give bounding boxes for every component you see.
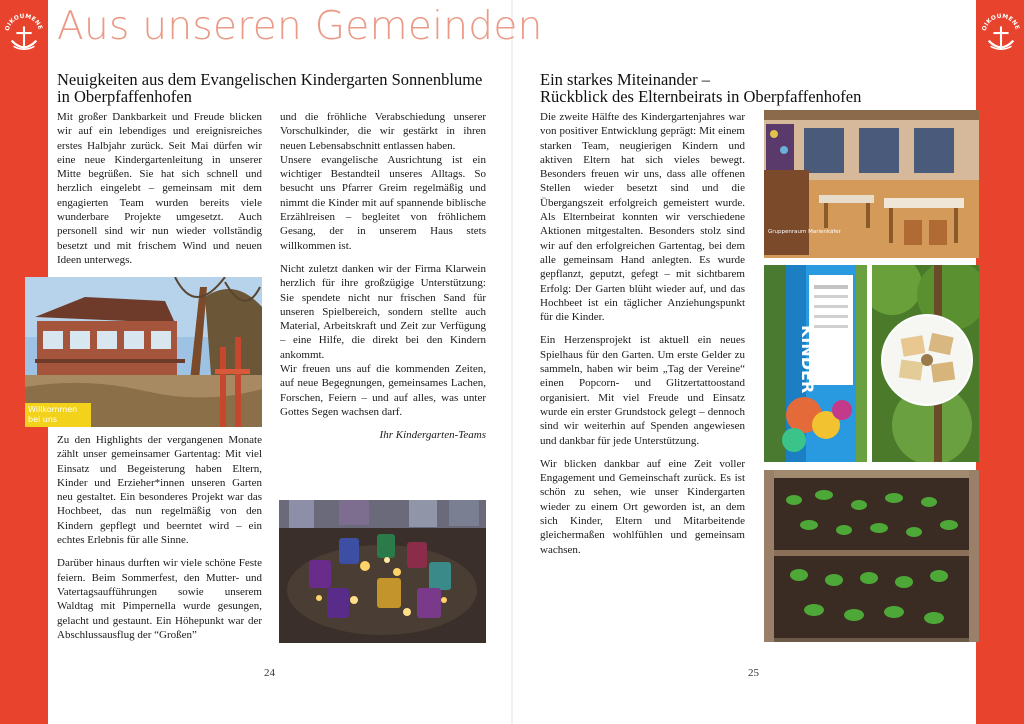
kinder-banner-photo xyxy=(764,265,867,462)
paragraph: Wir freuen uns auf die kommenden Zeiten, auf neue Begegnungen, gemeinsames Lachen, Forschen, Feiern – und auf alles, was unter Gottes Segen wachsen darf. xyxy=(280,363,486,418)
page-spine xyxy=(511,0,513,724)
paragraph: und die fröhliche Verabschiedung unserer Vorschulkinder, die wir gestärkt in ihren neuen Lebensabschnitt entlassen haben. xyxy=(280,111,486,152)
paragraph: Nicht zuletzt danken wir der Firma Klarwein herzlich für ihre großzügige Unterstützung: Sie spendete nicht nur frischen Sand für unseren Spielbereich, sondern stellte auch Material, Arbeitskraft und Zeit zur Verfügung – eine Hilfe, die direkt bei den Kindern ankommt. xyxy=(280,262,486,361)
oikoumene-logo-icon xyxy=(982,10,1020,58)
right-edge-bar xyxy=(976,0,1024,724)
tree-decoration-photo xyxy=(872,265,979,462)
classroom-caption: Gruppenraum Marienkäfer xyxy=(768,229,841,235)
svg-text:OIKOUMENE: OIKOUMENE xyxy=(5,13,43,32)
paragraph: Mit großer Dankbarkeit und Freude blicken wir auf ein lebendiges und ereignisreiches erstes Halbjahr zurück. Seit Mai dürfen wir eine neue Kindergartenleitung in unserer Mitte begrüßen. Sie hat sich schnell und herzlich eingelebt – gemeinsam mit dem engagierten Team wurden bereits viele wunderbare Projekte umgesetzt. Auch personell sind wir nun wieder vollständig besetzt und mit frischem Wind und neuen Ideen unterwegs. xyxy=(57,111,262,266)
left-heading-line-1: Neuigkeiten aus dem Evangelischen Kindergarten Sonnenblume xyxy=(57,70,483,89)
paragraph: Ein Herzensprojekt ist aktuell ein neues Spielhaus für den Garten. Um erste Gelder zu sammeln, haben wir beim „Tag der Vereine“ einen Popcorn- und Glitzertattoostand organisiert. Mit viel Freude und Einsatz wurde ein erster Grundstock gelegt – dennoch sind wir weiterhin auf Spenden angewiesen und dankbar für jede Unterstützung. xyxy=(540,334,745,447)
paragraph: Unsere evangelische Ausrichtung ist ein wichtiger Bestandteil unseres Alltags. So besucht uns Pfarrer Greim regelmäßig und nimmt die Kinder mit auf spannende biblische Erzählreisen – begleitet von fröhlichem Gesang, der in unserem Haus stets willkommen ist. xyxy=(280,153,486,252)
raised-bed-photo xyxy=(764,470,979,642)
banner-text: KINDER xyxy=(798,325,817,394)
page-number: 25 xyxy=(748,667,759,679)
svg-text:OIKOUMENE: OIKOUMENE xyxy=(982,13,1020,32)
left-column-1-bottom xyxy=(57,433,262,642)
paragraph: Die zweite Hälfte des Kindergartenjahres war von positiver Entwicklung geprägt: Mit einem starken Team, neugierigen Kindern und aktiven Eltern hat sich vieles bewegt. Besonders freuen wir uns, dass alle offenen Stellen wieder besetzt sind und die Übergangszeit erfolgreich gemeistert wurde. Als Elternbeirat konnten wir verschiedene Aktionen mitgestalten. Besonders stolz sind wir auf den erfolgreichen Gartentag, bei dem alle gemeinsam Hand anlegten. Es wurde gepflanzt, geputzt, gefegt – mit sichtbarem Erfolg: Der Garten blüht wieder auf, und das Hochbeet ist ein täglicher Anziehungspunkt für die Kinder. xyxy=(540,111,745,324)
signature: Ihr Kindergarten-Teams xyxy=(379,429,486,442)
section-title: Aus unseren Gemeinden xyxy=(57,4,543,49)
right-heading-line-1: Ein starkes Miteinander – xyxy=(540,70,710,89)
left-column-2 xyxy=(280,110,486,452)
lanterns-photo xyxy=(279,500,486,643)
classroom-photo xyxy=(764,110,979,258)
right-column xyxy=(540,110,745,566)
left-article-heading xyxy=(57,71,482,105)
right-article-heading xyxy=(540,71,861,105)
paragraph: Zu den Highlights der vergangenen Monate zählt unser gemeinsamer Gartentag: Mit viel Einsatz und Begeisterung haben Eltern, Kinder und Erzieher*innen unseren Garten neu gestaltet. Ein besonderes Projekt war das Hochbeet, das nun regelmäßig von den Kindern gepflegt und beerntet wird – ein echtes Erlebnis für alle Sinne. xyxy=(57,434,262,547)
page-number: 24 xyxy=(264,667,275,679)
paragraph: Wir blicken dankbar auf eine Zeit voller Engagement und Gemeinschaft zurück. Es ist schön zu sehen, wie unser Kindergarten wieder zu einem Ort geworden ist, an dem sich Kinder, Eltern und Mitarbeitende gleichermaßen wohlfühlen und gemeinsam wachsen. xyxy=(540,457,745,556)
left-heading-line-2: in Oberpfaffenhofen xyxy=(57,87,192,106)
right-heading-line-2: Rückblick des Elternbeirats in Oberpfaffenhofen xyxy=(540,87,862,106)
left-column-1-top xyxy=(57,110,262,276)
paragraph: Darüber hinaus durften wir viele schöne Feste feiern. Beim Sommerfest, den Mutter- und Vatertagsaufführungen sowie unserem Waldtag mit Pimpernella wurde gesungen, gelacht und gestaunt. Ein Höhepunkt war der Abschlussausflug der “Großen” xyxy=(57,557,262,641)
photo-caption: Willkommen bei uns xyxy=(25,403,91,427)
oikoumene-logo-icon xyxy=(5,10,43,58)
kindergarten-building-photo xyxy=(25,277,262,427)
